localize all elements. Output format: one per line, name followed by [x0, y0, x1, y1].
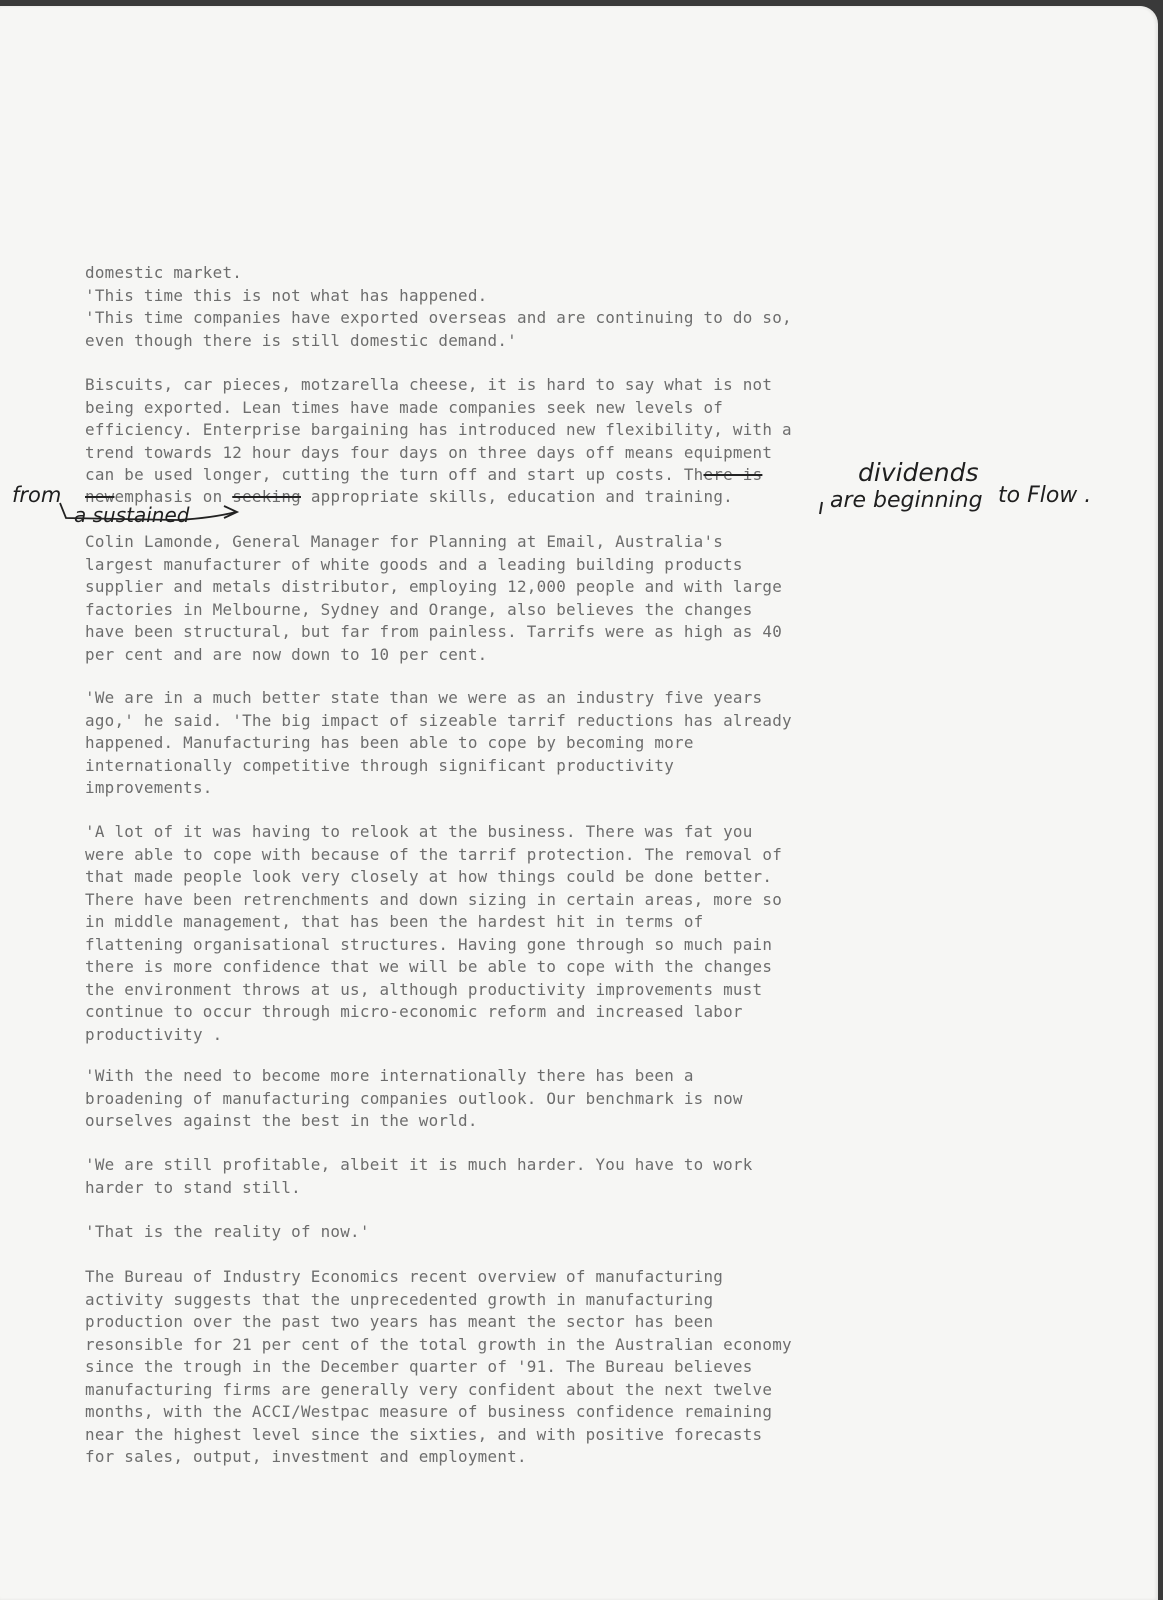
text-line: trend towards 12 hour days four days on three days off means equipment [85, 442, 773, 462]
handwritten-to-flow: to Flow . [998, 483, 1092, 508]
struck-text: seeking [232, 487, 301, 506]
text-line: domestic market. [85, 263, 243, 282]
text-line: productivity . [85, 1024, 223, 1044]
text-line: Biscuits, car pieces, motzarella cheese, it is hard to say what is not [85, 375, 773, 394]
text-line: efficiency. Enterprise bargaining has introduced new flexibility, with a [85, 420, 792, 439]
struck-text: ere is [703, 465, 763, 484]
text-line: broadening of manufacturing companies outlook. Our benchmark is now [85, 1088, 743, 1108]
text-line: manufacturing firms are generally very confident about the next twelve [85, 1379, 773, 1399]
text-line: have been structural, but far from painless. Tarrifs were as high as 40 [85, 622, 783, 641]
text-line: supplier and metals distributor, employing 12,000 people and with large [85, 577, 783, 596]
text-line: continue to occur through micro-economic reform and increased labor [85, 1002, 743, 1021]
text-line: happened. Manufacturing has been able to cope by becoming more [85, 733, 694, 752]
document-page [0, 6, 1158, 1600]
text-line: 'A lot of it was having to relook at the business. There was fat you [85, 822, 753, 841]
text-line: The Bureau of Industry Economics recent overview of manufacturing [85, 1267, 724, 1286]
text-line: flattening organisational structures. Having gone through so much pain [85, 934, 773, 954]
text-line: 'This time this is not what has happened. [85, 285, 488, 305]
text-line: near the highest level since the sixties, and with positive forecasts [85, 1424, 763, 1444]
handwriting-strokes [0, 6, 1158, 1600]
text-line: there is more confidence that we will be able to cope with the changes [85, 957, 773, 976]
text-line: being exported. Lean times have made companies seek new levels of [85, 397, 724, 417]
text-line: activity suggests that the unprecedented growth in manufacturing [85, 1289, 714, 1309]
text-line: 'That is the reality of now.' [85, 1222, 370, 1241]
text-line: Colin Lamonde, General Manager for Planning at Email, Australia's [85, 532, 724, 551]
text-line: months, with the ACCI/Westpac measure of business confidence remaining [85, 1402, 773, 1421]
handwritten-dividends: dividends [858, 458, 979, 487]
typed-text: appropriate skills, education and training. [301, 487, 733, 506]
handwritten-from: from [12, 483, 62, 507]
text-line: that made people look very closely at how things could be done better. [85, 867, 773, 886]
text-line: 'With the need to become more internationally there has been a [85, 1066, 694, 1085]
typed-text: emphasis on [114, 487, 233, 506]
text-line: largest manufacturer of white goods and a leading building products [85, 554, 743, 574]
text-line: There have been retrenchments and down sizing in certain areas, more so [85, 889, 783, 909]
text-line: internationally competitive through significant productivity [85, 755, 675, 775]
text-line: since the trough in the December quarter of '91. The Bureau believes [85, 1357, 753, 1376]
struck-text: new [85, 487, 115, 506]
text-line: ourselves against the best in the world. [85, 1111, 478, 1130]
text-line: improvements. [85, 778, 213, 797]
text-line: harder to stand still. [85, 1177, 301, 1197]
text-line: were able to cope with because of the tarrif protection. The removal of [85, 844, 783, 864]
text-line: per cent and are now down to 10 per cent. [85, 644, 488, 664]
text-line: the environment throws at us, although productivity improvements must [85, 979, 763, 999]
handwritten-a-sustained: a sustained [74, 503, 190, 527]
text-line: 'We are in a much better state than we were as an industry five years [85, 688, 763, 707]
text-line: ago,' he said. 'The big impact of sizeable tarrif reductions has already [85, 710, 792, 730]
text-line: 'We are still profitable, albeit it is much harder. You have to work [85, 1155, 753, 1174]
handwritten-are-beginning: are beginning [830, 488, 983, 513]
text-line: factories in Melbourne, Sydney and Orange, also believes the changes [85, 599, 753, 619]
text-line: in middle management, that has been the hardest hit in terms of [85, 912, 704, 931]
typed-text: can be used longer, cutting the turn off and start up costs. Th [85, 465, 704, 484]
text-line: production over the past two years has meant the sector has been [85, 1312, 714, 1331]
text-line: resonsible for 21 per cent of the total growth in the Australian economy [85, 1334, 792, 1354]
text-line: even though there is still domestic demand.' [85, 330, 517, 350]
text-line: 'This time companies have exported overseas and are continuing to do so, [85, 308, 792, 327]
text-line: for sales, output, investment and employment. [85, 1447, 527, 1466]
